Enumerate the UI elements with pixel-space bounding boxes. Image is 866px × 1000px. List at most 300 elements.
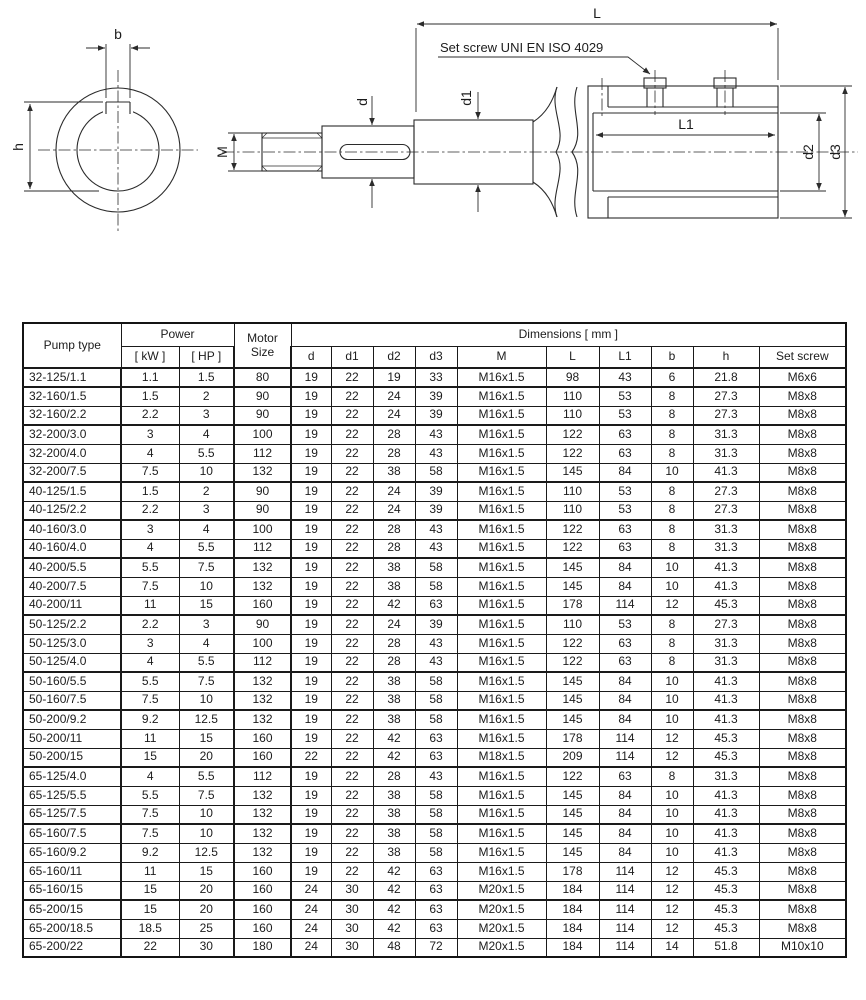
value-cell: M16x1.5 [457,539,546,558]
value-cell: 8 [651,482,693,501]
value-cell: 30 [331,900,373,919]
table-row [23,463,846,482]
value-cell: 160 [234,900,291,919]
value-cell: 38 [373,843,415,862]
value-cell: 19 [291,843,331,862]
value-cell: 19 [291,862,331,881]
pump-type-cell: 40-160/4.0 [23,539,121,558]
value-cell: 9.2 [121,843,179,862]
value-cell: 8 [651,425,693,444]
value-cell: 7.5 [121,824,179,843]
value-cell: 15 [179,729,234,748]
value-cell: M8x8 [759,406,846,425]
value-cell: 41.3 [693,558,759,577]
value-cell: 63 [415,862,457,881]
pump-type-cell: 65-200/22 [23,938,121,957]
value-cell: 22 [331,786,373,805]
value-cell: 3 [121,520,179,539]
value-cell: 7.5 [179,786,234,805]
value-cell: 100 [234,425,291,444]
pump-type-cell: 65-160/11 [23,862,121,881]
value-cell: 84 [599,558,651,577]
value-cell: 22 [331,520,373,539]
value-cell: 19 [291,672,331,691]
value-cell: 20 [179,900,234,919]
value-cell: 39 [415,387,457,406]
value-cell: 12 [651,862,693,881]
pump-type-cell: 40-200/5.5 [23,558,121,577]
value-cell: 10 [651,672,693,691]
value-cell: 19 [291,710,331,729]
value-cell: 7.5 [121,691,179,710]
value-cell: M16x1.5 [457,596,546,615]
value-cell: 2 [179,387,234,406]
pump-type-cell: 32-125/1.1 [23,368,121,387]
value-cell: M16x1.5 [457,463,546,482]
value-cell: 63 [415,748,457,767]
value-cell: 58 [415,691,457,710]
value-cell: 22 [121,938,179,957]
value-cell: 122 [546,653,599,672]
value-cell: 18.5 [121,919,179,938]
table-row [23,501,846,520]
value-cell: 22 [331,615,373,634]
value-cell: 20 [179,748,234,767]
value-cell: 42 [373,729,415,748]
value-cell: 27.3 [693,482,759,501]
value-cell: 145 [546,691,599,710]
value-cell: 22 [331,387,373,406]
value-cell: 22 [331,444,373,463]
value-cell: 27.3 [693,501,759,520]
value-cell: M8x8 [759,786,846,805]
value-cell: 160 [234,748,291,767]
value-cell: M8x8 [759,558,846,577]
value-cell: 19 [373,368,415,387]
value-cell: 39 [415,406,457,425]
value-cell: M16x1.5 [457,501,546,520]
value-cell: 28 [373,444,415,463]
value-cell: 63 [599,767,651,786]
value-cell: 145 [546,843,599,862]
value-cell: M8x8 [759,843,846,862]
value-cell: 41.3 [693,786,759,805]
value-cell: 19 [291,767,331,786]
value-cell: 15 [179,862,234,881]
value-cell: 8 [651,767,693,786]
value-cell: 3 [179,501,234,520]
value-cell: 22 [331,691,373,710]
value-cell: 90 [234,482,291,501]
value-cell: 184 [546,919,599,938]
value-cell: 63 [415,596,457,615]
value-cell: 209 [546,748,599,767]
value-cell: 112 [234,767,291,786]
dimension-label-d1: d1 [458,90,474,106]
value-cell: 42 [373,881,415,900]
value-cell: 12.5 [179,710,234,729]
shaft-drawing [0,0,866,302]
value-cell: 10 [651,577,693,596]
value-cell: 19 [291,463,331,482]
value-cell: 5.5 [179,767,234,786]
value-cell: 145 [546,710,599,729]
value-cell: 98 [546,368,599,387]
table-body [23,368,846,957]
value-cell: 160 [234,862,291,881]
pump-type-cell: 50-125/3.0 [23,634,121,653]
value-cell: 22 [331,824,373,843]
value-cell: 48 [373,938,415,957]
value-cell: 41.3 [693,577,759,596]
value-cell: 110 [546,482,599,501]
value-cell: M8x8 [759,748,846,767]
value-cell: 58 [415,558,457,577]
value-cell: M16x1.5 [457,691,546,710]
value-cell: M8x8 [759,672,846,691]
value-cell: 19 [291,558,331,577]
table-row [23,596,846,615]
value-cell: 7.5 [121,805,179,824]
value-cell: 7.5 [179,558,234,577]
value-cell: 145 [546,558,599,577]
value-cell: 12 [651,900,693,919]
value-cell: M20x1.5 [457,900,546,919]
value-cell: 53 [599,501,651,520]
value-cell: 15 [121,900,179,919]
value-cell: 53 [599,387,651,406]
value-cell: M6x6 [759,368,846,387]
value-cell: 45.3 [693,900,759,919]
table-row [23,748,846,767]
pump-type-cell: 40-160/3.0 [23,520,121,539]
value-cell: 84 [599,691,651,710]
value-cell: M16x1.5 [457,368,546,387]
table-row [23,805,846,824]
value-cell: 4 [121,767,179,786]
value-cell: 31.3 [693,444,759,463]
value-cell: 12.5 [179,843,234,862]
value-cell: 22 [331,672,373,691]
header-set-screw: Set screw [759,346,846,368]
value-cell: 38 [373,691,415,710]
value-cell: 45.3 [693,919,759,938]
value-cell: M8x8 [759,710,846,729]
value-cell: 10 [651,558,693,577]
value-cell: 11 [121,862,179,881]
value-cell: 4 [121,539,179,558]
value-cell: 114 [599,881,651,900]
table-row [23,919,846,938]
value-cell: M8x8 [759,900,846,919]
value-cell: 160 [234,729,291,748]
value-cell: 5.5 [179,653,234,672]
value-cell: 41.3 [693,463,759,482]
value-cell: 45.3 [693,596,759,615]
value-cell: 8 [651,653,693,672]
value-cell: 4 [179,425,234,444]
table-row [23,900,846,919]
pump-type-cell: 32-200/4.0 [23,444,121,463]
value-cell: 58 [415,786,457,805]
value-cell: 45.3 [693,881,759,900]
value-cell: 84 [599,843,651,862]
value-cell: 145 [546,786,599,805]
value-cell: 4 [121,653,179,672]
value-cell: M8x8 [759,501,846,520]
value-cell: M16x1.5 [457,520,546,539]
value-cell: 58 [415,824,457,843]
header-d3: d3 [415,346,457,368]
pump-type-cell: 65-125/7.5 [23,805,121,824]
value-cell: 22 [331,634,373,653]
dimension-label-d: d [354,98,370,106]
value-cell: M16x1.5 [457,387,546,406]
value-cell: 132 [234,824,291,843]
value-cell: 22 [331,368,373,387]
value-cell: M16x1.5 [457,615,546,634]
value-cell: 12 [651,729,693,748]
value-cell: 43 [415,539,457,558]
value-cell: M8x8 [759,691,846,710]
value-cell: 22 [331,482,373,501]
value-cell: 41.3 [693,843,759,862]
header-l: L [546,346,599,368]
value-cell: 112 [234,653,291,672]
table-row [23,881,846,900]
pump-type-cell: 65-125/5.5 [23,786,121,805]
value-cell: 22 [331,596,373,615]
value-cell: 19 [291,805,331,824]
value-cell: 45.3 [693,748,759,767]
value-cell: 2 [179,482,234,501]
header-dimensions: Dimensions [ mm ] [291,323,846,346]
table-row [23,577,846,596]
value-cell: 28 [373,767,415,786]
dimension-label-b: b [114,26,122,42]
value-cell: 3 [121,634,179,653]
value-cell: 19 [291,444,331,463]
value-cell: 114 [599,596,651,615]
value-cell: 43 [415,653,457,672]
value-cell: 63 [599,539,651,558]
value-cell: 22 [291,748,331,767]
value-cell: 160 [234,919,291,938]
value-cell: 122 [546,520,599,539]
table-row [23,615,846,634]
header-hp: [ HP ] [179,346,234,368]
value-cell: 41.3 [693,824,759,843]
value-cell: 5.5 [121,786,179,805]
pump-type-cell: 65-160/7.5 [23,824,121,843]
value-cell: 9.2 [121,710,179,729]
value-cell: M16x1.5 [457,824,546,843]
value-cell: 24 [291,900,331,919]
dimension-label-h: h [10,143,26,151]
header-d1: d1 [331,346,373,368]
value-cell: 160 [234,881,291,900]
value-cell: 132 [234,843,291,862]
value-cell: 114 [599,919,651,938]
value-cell: 122 [546,539,599,558]
technical-drawing-area [0,0,866,302]
value-cell: 24 [373,406,415,425]
value-cell: 22 [331,805,373,824]
value-cell: M8x8 [759,596,846,615]
value-cell: M16x1.5 [457,634,546,653]
table-row [23,767,846,786]
value-cell: 33 [415,368,457,387]
pump-type-cell: 32-160/1.5 [23,387,121,406]
value-cell: 15 [121,881,179,900]
table-row [23,672,846,691]
value-cell: 38 [373,558,415,577]
dimension-label-d2: d2 [800,144,816,160]
table-area [0,302,866,958]
pump-type-cell: 65-200/18.5 [23,919,121,938]
value-cell: 145 [546,577,599,596]
value-cell: 5.5 [121,672,179,691]
value-cell: 58 [415,672,457,691]
value-cell: M8x8 [759,482,846,501]
value-cell: 63 [599,520,651,539]
value-cell: 31.3 [693,539,759,558]
header-h: h [693,346,759,368]
value-cell: 114 [599,938,651,957]
value-cell: 42 [373,900,415,919]
value-cell: M8x8 [759,425,846,444]
header-d: d [291,346,331,368]
value-cell: 90 [234,406,291,425]
value-cell: 24 [291,919,331,938]
table-row [23,843,846,862]
value-cell: 84 [599,672,651,691]
header-m: M [457,346,546,368]
value-cell: 38 [373,786,415,805]
pump-type-cell: 65-125/4.0 [23,767,121,786]
value-cell: M16x1.5 [457,444,546,463]
value-cell: 145 [546,824,599,843]
value-cell: 19 [291,634,331,653]
value-cell: 15 [121,748,179,767]
value-cell: 41.3 [693,672,759,691]
value-cell: 84 [599,710,651,729]
pump-type-cell: 65-160/9.2 [23,843,121,862]
value-cell: 42 [373,748,415,767]
pump-dimensions-table [22,322,847,958]
value-cell: 132 [234,691,291,710]
value-cell: 12 [651,596,693,615]
table-row [23,729,846,748]
pump-type-cell: 50-200/15 [23,748,121,767]
value-cell: 38 [373,805,415,824]
value-cell: 110 [546,615,599,634]
value-cell: 19 [291,653,331,672]
value-cell: 39 [415,615,457,634]
value-cell: M16x1.5 [457,653,546,672]
table-row [23,938,846,957]
value-cell: 25 [179,919,234,938]
value-cell: 43 [415,767,457,786]
value-cell: 22 [331,748,373,767]
pump-type-cell: 32-200/7.5 [23,463,121,482]
value-cell: 31.3 [693,653,759,672]
value-cell: 1.1 [121,368,179,387]
value-cell: 8 [651,501,693,520]
pump-type-cell: 40-200/7.5 [23,577,121,596]
value-cell: 14 [651,938,693,957]
value-cell: 24 [291,881,331,900]
value-cell: 84 [599,463,651,482]
value-cell: 24 [373,615,415,634]
value-cell: 178 [546,596,599,615]
value-cell: 72 [415,938,457,957]
value-cell: M16x1.5 [457,786,546,805]
value-cell: 10 [179,824,234,843]
table-row [23,539,846,558]
value-cell: 80 [234,368,291,387]
value-cell: M8x8 [759,520,846,539]
value-cell: 53 [599,615,651,634]
value-cell: 19 [291,482,331,501]
value-cell: 10 [651,710,693,729]
value-cell: 122 [546,634,599,653]
value-cell: 45.3 [693,862,759,881]
table-row [23,691,846,710]
value-cell: 112 [234,444,291,463]
value-cell: 43 [415,444,457,463]
value-cell: 114 [599,729,651,748]
value-cell: 63 [599,444,651,463]
header-kw: [ kW ] [121,346,179,368]
pump-type-cell: 50-160/7.5 [23,691,121,710]
value-cell: 43 [599,368,651,387]
value-cell: M8x8 [759,387,846,406]
value-cell: 84 [599,824,651,843]
value-cell: 22 [331,558,373,577]
value-cell: 43 [415,634,457,653]
table-row [23,786,846,805]
value-cell: 31.3 [693,767,759,786]
value-cell: 41.3 [693,710,759,729]
dimension-label-L: L [593,5,601,21]
value-cell: 110 [546,406,599,425]
pump-type-cell: 50-125/2.2 [23,615,121,634]
value-cell: 178 [546,862,599,881]
value-cell: 63 [599,425,651,444]
value-cell: M8x8 [759,767,846,786]
value-cell: M8x8 [759,729,846,748]
value-cell: 184 [546,881,599,900]
value-cell: 114 [599,900,651,919]
pump-type-cell: 32-160/2.2 [23,406,121,425]
value-cell: 58 [415,710,457,729]
value-cell: 3 [121,425,179,444]
value-cell: 51.8 [693,938,759,957]
value-cell: 63 [599,634,651,653]
value-cell: 42 [373,862,415,881]
value-cell: M16x1.5 [457,710,546,729]
value-cell: 8 [651,520,693,539]
value-cell: 58 [415,577,457,596]
value-cell: 19 [291,425,331,444]
value-cell: 114 [599,862,651,881]
value-cell: 22 [331,539,373,558]
value-cell: 63 [415,900,457,919]
value-cell: M16x1.5 [457,862,546,881]
table-row [23,482,846,501]
pump-type-cell: 40-125/2.2 [23,501,121,520]
